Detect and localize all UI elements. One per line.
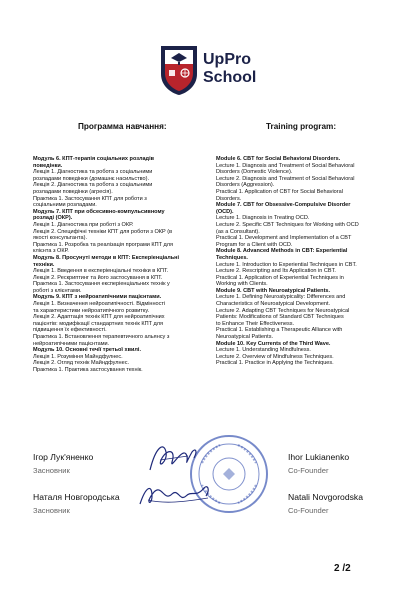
module-heading: Модуль 6. КПТ-терапія соціальних розладів (33, 156, 155, 162)
lesson-line: роботі з клієнтами. (33, 287, 82, 294)
program-heading-en: Training program: (266, 122, 337, 131)
module-heading: Модуль 8. Просунуті методи в КПТ: Експеріенціальні (33, 254, 180, 261)
signatory-role-en-1: Co-Founder (288, 466, 329, 475)
program-heading-ua: Программа навчання: (78, 122, 167, 131)
brand-name-line2: School (203, 69, 257, 86)
lesson-line: Практика 1. Практика застосування технік. (33, 367, 143, 373)
lesson-line: Practical 1. Development and Implementation of a CBT (216, 235, 352, 242)
lesson-line: підвищення їх ефективності. (33, 327, 107, 334)
signatory-role-ua-1: Засновник (33, 466, 70, 475)
lesson-line: Лекція 1. Діагностика при роботі з ОКР. (33, 221, 134, 228)
lesson-line: розладами поведінки (домашнє насильство). (33, 175, 149, 182)
program-list-en (216, 156, 396, 367)
lesson-line: Практика 1. Застосування експеріенціальних технік у (33, 281, 170, 288)
lesson-line: розладами поведінки (агресія). (33, 188, 113, 195)
lesson-line: Лекція 1. Діагностика та робота з соціальними (33, 169, 153, 176)
module-heading: Module 7. CBT for Obsessive-Compulsive Disorder (216, 202, 351, 209)
lesson-line: та характеристики нейроатипічного розвитку. (33, 307, 150, 314)
lesson-line: Лекція 2. Адаптація технік КПТ для нейроатипічних (33, 314, 165, 321)
lesson-line: Lecture 2. Specific CBT Techniques for Working with OCD (216, 221, 359, 228)
module-heading: Модуль 9. КПТ з нейроатипічними пацієнтами. (33, 294, 162, 301)
lesson-line: Лекція 2. Специфічні техніки КПТ для роботи з ОКР (в (33, 228, 173, 235)
module-heading: Module 10. Key Currents of the Third Wave. (216, 340, 331, 347)
module-heading: Module 6. CBT for Social Behavioral Disorders. (216, 156, 341, 162)
lesson-line: Лекція 1. Введення в експеріенціальні техніки в КПТ. (33, 268, 169, 275)
lesson-line: соціальними розладами. (33, 202, 97, 209)
lesson-line: Лекція 1. Розуміння Майндфулнес. (33, 353, 123, 360)
signatory-name-ua-2: Наталя Новгородська (33, 492, 120, 502)
module-heading: (OCD). (216, 208, 234, 215)
lesson-line: Лекція 2. Рескриптинг та його застосування в КПТ. (33, 274, 163, 281)
lesson-line: Lecture 2. Overview of Mindfulness Techniques. (216, 353, 334, 360)
lesson-line: Working with Clients. (216, 281, 268, 288)
signature-1 (142, 440, 202, 478)
module-heading: розладі (ОКР). (33, 215, 73, 222)
module-heading: Module 9. CBT with Neuroatypical Patients. (216, 287, 331, 294)
lesson-line: Практика 1. Розробка та реалізація програми КПТ для (33, 241, 174, 248)
signatory-name-ua-1: Ігор Лук'яненко (33, 452, 94, 462)
lesson-line: Lecture 1. Diagnosis in Treating OCD. (216, 215, 310, 222)
module-heading: Techniques. (216, 254, 248, 261)
module-heading: Модуль 10. Основні течії третьої хвилі. (33, 347, 142, 354)
lesson-line: Лекція 2. Огляд технік Майндфулнес. (33, 360, 130, 367)
signatory-role-en-2: Co-Founder (288, 506, 329, 515)
lesson-line: Lecture 2. Diagnosis and Treatment of Social Behavioral (216, 175, 355, 182)
lesson-line: нейроатипічними пацієнтами. (33, 340, 110, 347)
lesson-line: клієнта з ОКР. (33, 248, 69, 255)
lesson-line: Lecture 2. Adapting CBT Techniques for Neuroatypical (216, 307, 350, 314)
lesson-line: Practical 1. Practice in Applying the Techniques. (216, 360, 334, 367)
brand-name-line1: UpPro (203, 51, 251, 68)
program-list-ua (33, 156, 209, 374)
module-heading: Модуль 7. КПТ при обсесивно-компульсивному (33, 208, 165, 215)
signatory-role-ua-2: Засновник (33, 506, 70, 515)
signatory-name-en-1: Ihor Lukianenko (288, 452, 350, 462)
lesson-line: Lecture 1. Defining Neuroatypicality: Differences and (216, 294, 346, 301)
lesson-line: Лекція 1. Визначення нейроатипічності. Відмінності (33, 301, 166, 308)
lesson-line: (as a Consultant). (216, 228, 260, 235)
signature-2 (134, 478, 214, 512)
lesson-line: Patients: Modifications of Standard CBT Techniques (216, 314, 344, 321)
lesson-line: Neuroatypical Patients. (216, 334, 274, 341)
lesson-line: Practical 1. Application of Experiential Techniques in (216, 274, 344, 281)
lesson-line: Lecture 2. Rescripting and Its Application in CBT. (216, 268, 336, 275)
lesson-line: Practical 1. Application of CBT for Social Behavioral (216, 188, 343, 195)
lesson-line: Practical 1. Establishing a Therapeutic Alliance with (216, 327, 343, 334)
lesson-line: Disorders. (216, 195, 242, 202)
module-heading: Module 8. Advanced Methods in CBT: Experiential (216, 248, 348, 255)
lesson-line: Лекція 2. Діагностика та робота з соціальними (33, 182, 153, 189)
lesson-line: Program for a Client with OCD. (216, 241, 293, 248)
module-heading: поведінки. (33, 162, 63, 169)
lesson-line: пацієнтів: модифікації стандартних технік КПТ для (33, 320, 164, 327)
lesson-line: Characteristics of Neuroatypical Development. (216, 301, 331, 308)
lesson-line: Lecture 1. Diagnosis and Treatment of Social Behavioral (216, 162, 355, 169)
page-number: 2 /2 (334, 563, 351, 574)
lesson-line: Lecture 1. Understanding Mindfulness. (216, 347, 311, 354)
shield-logo-icon (159, 44, 199, 96)
module-heading: техніки. (33, 261, 55, 268)
lesson-line: якості консультанта). (33, 235, 87, 242)
lesson-line: Практика 1. Застосування КПТ для роботи з (33, 195, 147, 202)
lesson-line: Disorders (Aggression). (216, 182, 275, 189)
logo (159, 44, 269, 100)
lesson-line: Lecture 1. Introduction to Experiential Techniques in CBT. (216, 261, 357, 268)
lesson-line: to Enhance Their Effectiveness. (216, 320, 295, 327)
lesson-line: Практика 1. Встановлення терапевтичного альянсу з (33, 334, 170, 341)
signatory-name-en-2: Natali Novgorodska (288, 492, 363, 502)
lesson-line: Disorders (Domestic Violence). (216, 169, 293, 176)
